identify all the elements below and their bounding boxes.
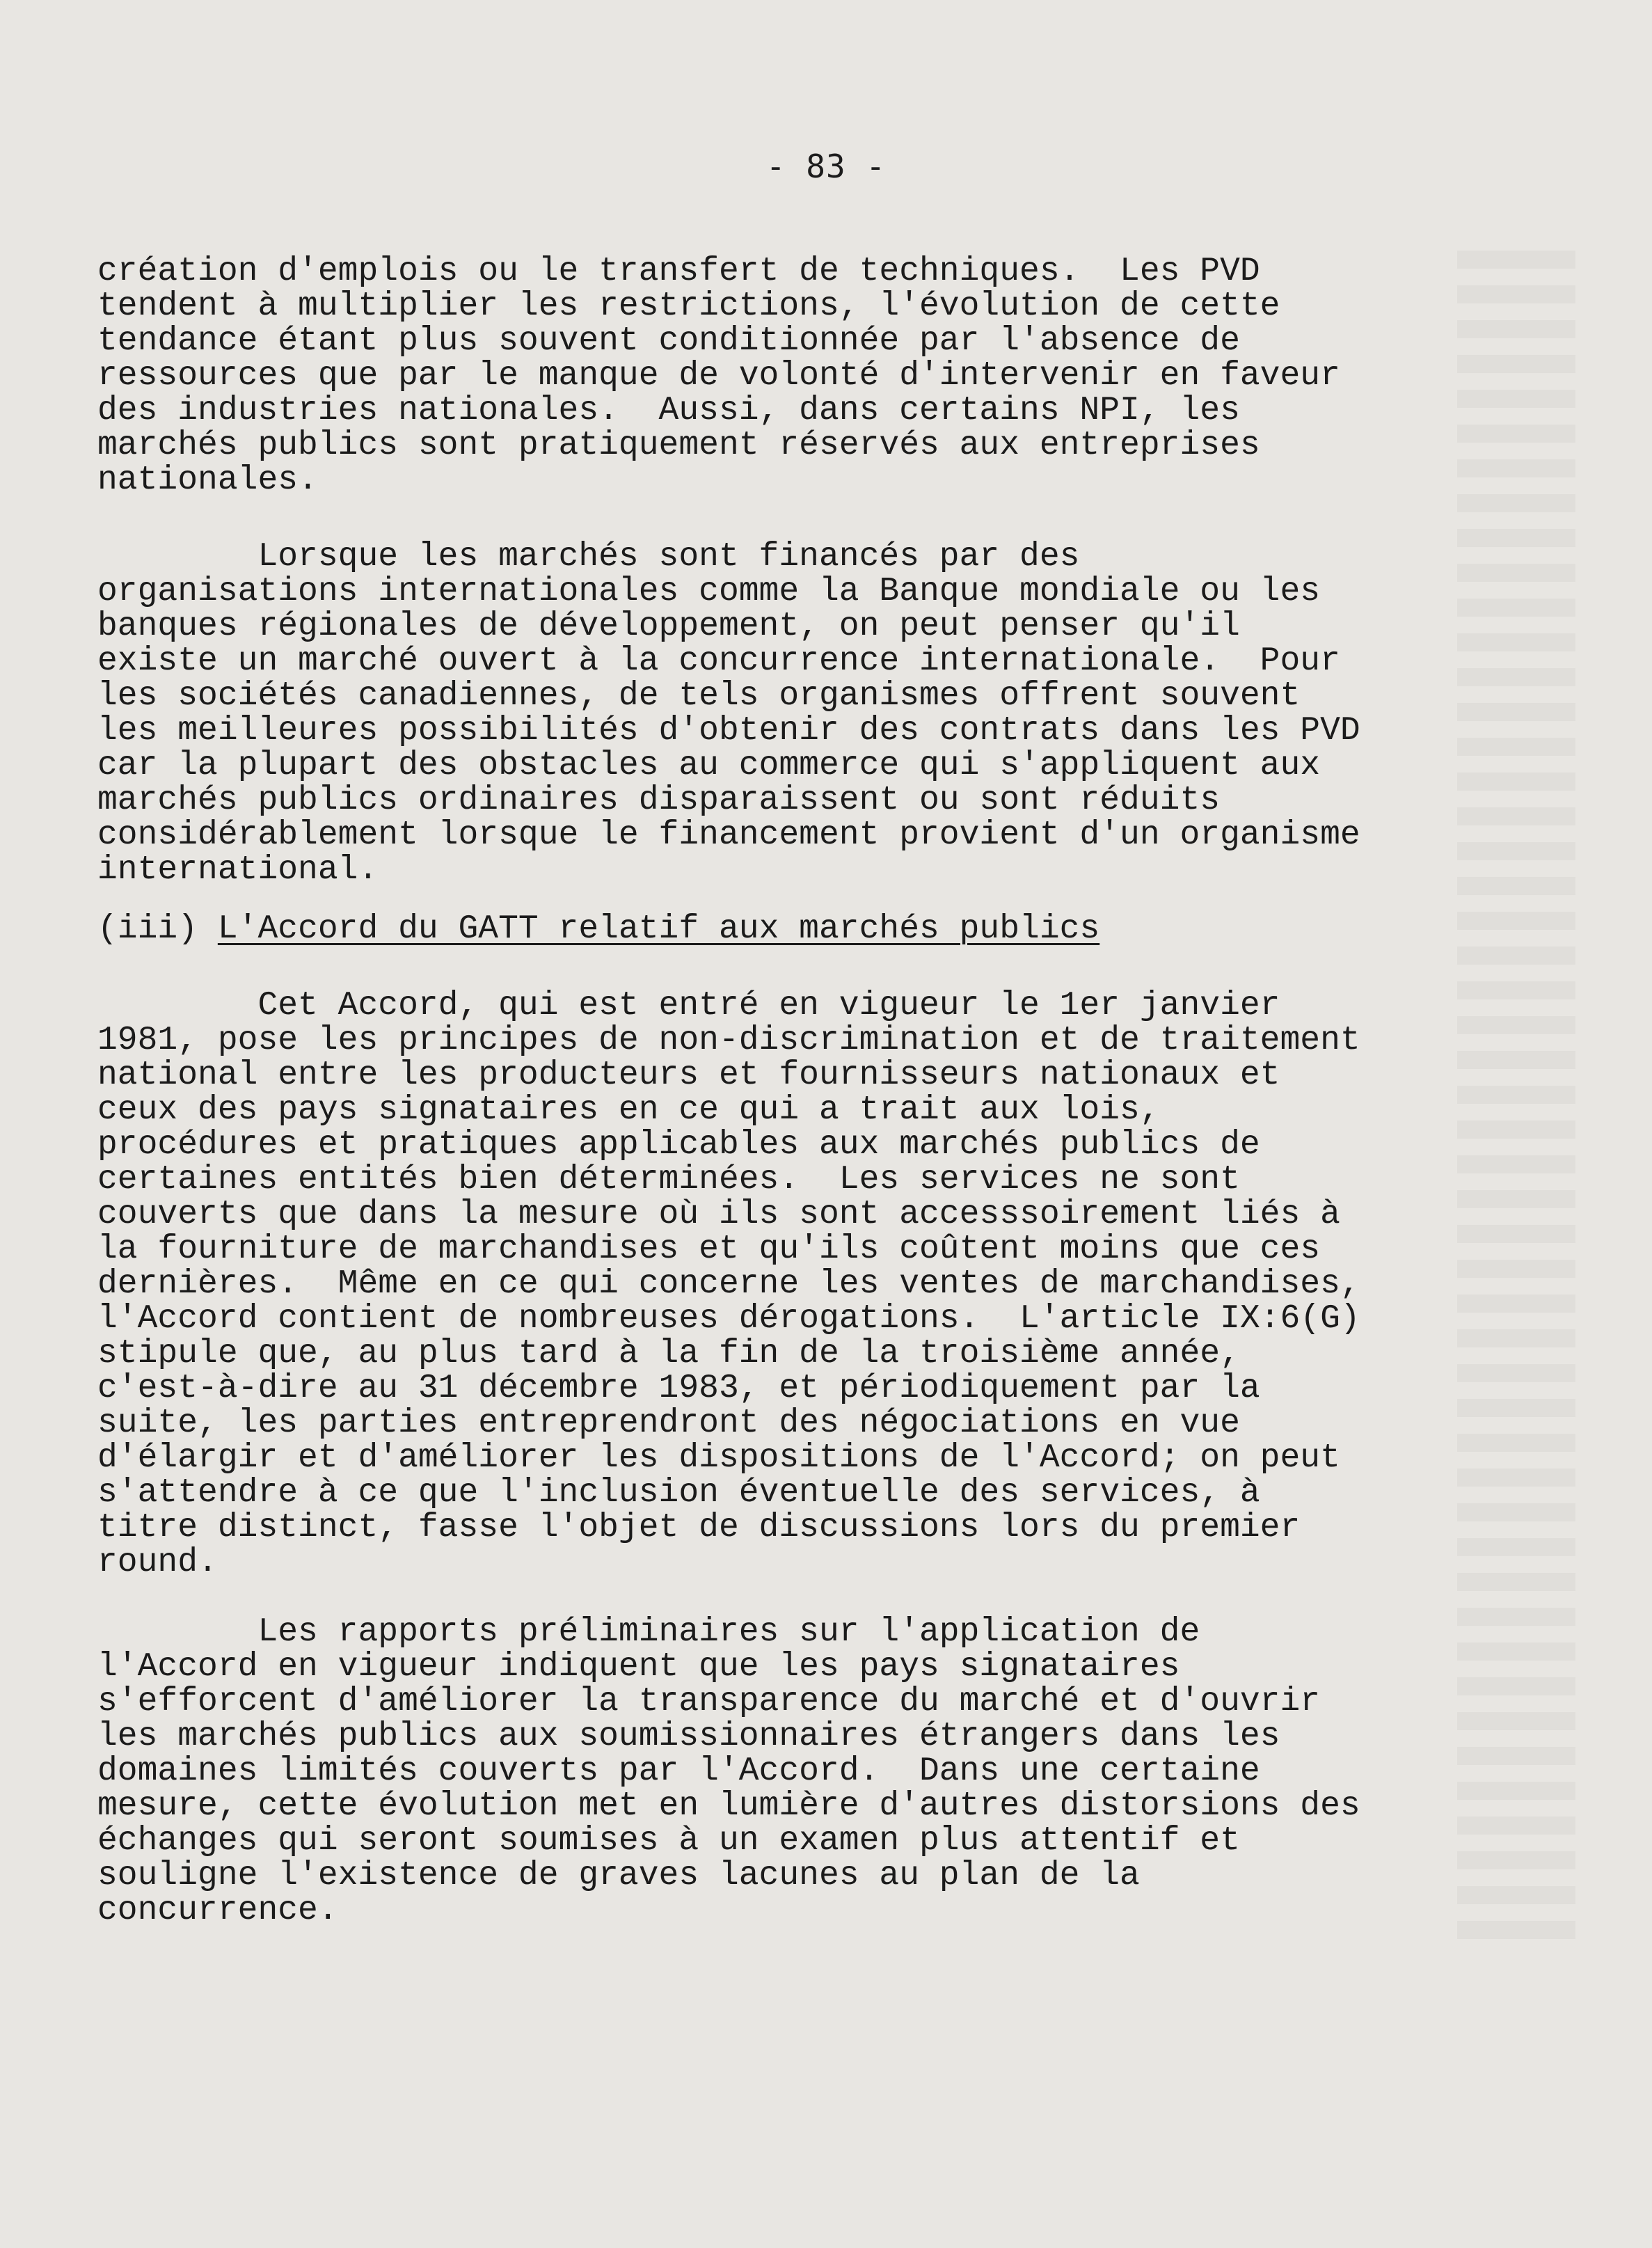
paragraph-3: Cet Accord, qui est entré en vigueur le 1er janvier 1981, pose les principes de non-discrimination et de traitement national entre les producteurs et fournisseurs nationaux et ceux des pays signataires en ce qui a trait aux lois, procédures et pratiques applicables aux marchés publics de certaines entités bien déterminées. Les services ne sont couverts que dans la mesure où ils sont accesssoirement liés à la fourniture de marchandises et qu'ils coûtent moins que ces dernières. Même en ce qui concerne les ventes de marchandises, l'Accord contient de nombreuses dérogations. L'article IX:6(G) stipule que, au plus tard à la fin de la troisième année, c'est-à-dire au 31 décembre 1983, et périodiquement par la suite, les parties entreprendront des négociations en vue d'élargir et d'améliorer les dispositions de l'Accord; on peut s'attendre à ce que l'inclusion éventuelle des services, à titre distinct, fasse l'objet de discussions lors du premier round. xyxy=(97,987,1360,1581)
paragraph-1: création d'emplois ou le transfert de techniques. Les PVD tendent à multiplier les restrictions, l'évolution de cette tendance étant plus souvent conditionnée par l'absence de ressources que par le manque de volonté d'intervenir en faveur des industries nationales. Aussi, dans certains NPI, les marchés publics sont pratiquement réservés aux entreprises nationales. xyxy=(97,253,1340,499)
section-heading-title: L'Accord du GATT relatif aux marchés publics xyxy=(217,910,1100,948)
paragraph-2: Lorsque les marchés sont financés par des organisations internationales comme la Banque mondiale ou les banques régionales de développement, on peut penser qu'il existe un marché ouvert à la concurrence internationale. Pour les sociétés canadiennes, de tels organismes offrent souvent les meilleures possibilités d'obtenir des contrats dans les PVD car la plupart des obstacles au commerce qui s'appliquent aux marchés publics ordinaires disparaissent ou sont réduits considérablement lorsque le financement provient d'un organisme international. xyxy=(97,538,1360,889)
paragraph-4: Les rapports préliminaires sur l'application de l'Accord en vigueur indiquent que les pays signataires s'efforcent d'améliorer la transparence du marché et d'ouvrir les marchés publics aux soumissionnaires étrangers dans les domaines limités couverts par l'Accord. Dans une certaine mesure, cette évolution met en lumière d'autres distorsions des échanges qui seront soumises à un examen plus attentif et souligne l'existence de graves lacunes au plan de la concurrence. xyxy=(97,1613,1360,1929)
section-heading-number: (iii) xyxy=(97,910,198,948)
bleed-through-shadow xyxy=(1457,251,1575,1956)
section-heading xyxy=(97,912,1420,947)
page-number: - 83 - xyxy=(765,148,887,185)
